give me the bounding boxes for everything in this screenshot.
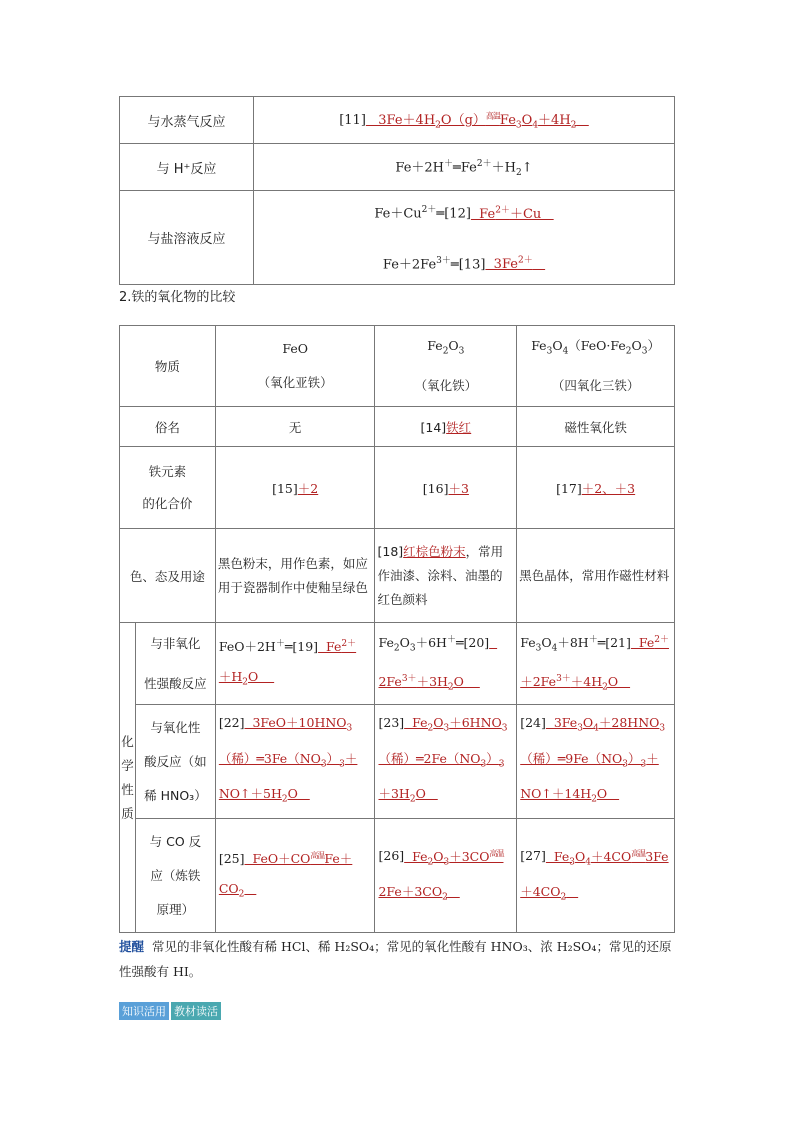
feo-co-reaction: [25] $FeO+CO^{高温}Fe+$ $CO_2$ xyxy=(215,819,375,933)
feo-oxidizing-reaction: [22] $3FeO+10HNO_3$ （稀）$═3Fe(NO_3)_3+$ $NO↑+5H_2O$ xyxy=(215,705,375,819)
tip-note xyxy=(119,934,679,984)
section-title: 2.铁的氧化物的比较 xyxy=(119,290,236,305)
salt-reaction-equations: $Fe+Cu^{2+}═[12]$ $Fe^{2+}+Cu$ $Fe+2Fe^{3+}═[13]$ $3Fe^{2+}$ xyxy=(254,191,675,285)
knowledge-badge: 知识活用 xyxy=(119,1002,169,1020)
nonoxidizing-acid-label: 与非氧化 性强酸反应 xyxy=(135,623,215,705)
co-reaction-label: 与 CO 反 应（炼铁 原理） xyxy=(135,819,215,933)
fe3o4-common-name: 磁性氧化铁 xyxy=(517,407,675,447)
fe3o4-co-reaction: [27] $Fe_3O_4+4CO^{高温}3Fe$ $+4CO_2$ xyxy=(517,819,675,933)
feo-common-name: 无 xyxy=(215,407,375,447)
fe3o4-nonoxidizing-reaction: $Fe_3O_4+8H^+═[21]$ $Fe^{2+}$ $+2Fe^{3+}+4H_2O$ xyxy=(517,623,675,705)
textbook-badge: 教材读活 xyxy=(171,1002,221,1020)
tip-text: 常见的非氧化性酸有稀 HCl、稀 H₂SO₄；常见的氧化性酸有 HNO₃、浓 H₂SO₄；常见的还原性强酸有 HI。 xyxy=(119,939,672,979)
fe2o3-nonoxidizing-reaction: $Fe_2O_3+6H^+═[20]$ $2Fe^{3+}+3H_2O$ xyxy=(375,623,517,705)
oxidizing-acid-label: 与氧化性 酸反应（如 稀 HNO₃） xyxy=(135,705,215,819)
fe3o4-oxidizing-reaction: [24] $3Fe_3O_4+28HNO_3$ （稀）$═9Fe(NO_3)_3+$ $NO↑+14H_2O$ xyxy=(517,705,675,819)
iron-reactions-table xyxy=(119,96,675,285)
substance-header: 物质 xyxy=(120,326,216,407)
section-badges xyxy=(119,1002,221,1020)
feo-appearance: 黑色粉末，用作色素，如应用于瓷器制作中使釉呈绿色 xyxy=(215,529,375,623)
tip-tag: 提醒 xyxy=(119,939,145,954)
fe3o4-appearance: 黑色晶体，常用作磁性材料 xyxy=(517,529,675,623)
fe2o3-appearance: [18]红棕色粉末，常用作油漆、涂料、油墨的红色颜料 xyxy=(375,529,517,623)
common-name-label: 俗名 xyxy=(120,407,216,447)
fe2o3-valence: [16]＋3 xyxy=(375,447,517,529)
feo-header: FeO （氧化亚铁） xyxy=(215,326,375,407)
valence-label: 铁元素 的化合价 xyxy=(120,447,216,529)
fe2o3-oxidizing-reaction: [23] $Fe_2O_3+6HNO_3$ （稀）$═2Fe(NO_3)_3$ $+3H_2O$ xyxy=(375,705,517,819)
chem-properties-label: 化学性质 xyxy=(120,623,136,933)
fe2o3-common-name: [14]铁红 xyxy=(375,407,517,447)
fe3o4-valence: [17]＋2、＋3 xyxy=(517,447,675,529)
fe2o3-co-reaction: [26] $Fe_2O_3+3CO^{高温}$ $2Fe+3CO_2$ xyxy=(375,819,517,933)
acid-reaction-equation: $Fe+2H^+═Fe^{2+}+H_2↑$ xyxy=(254,144,675,191)
iron-oxides-table xyxy=(119,325,675,933)
fe3o4-header: $Fe_3O_4(FeO\cdot Fe_2O_3)$ （四氧化三铁） xyxy=(517,326,675,407)
acid-reaction-label: 与 H⁺反应 xyxy=(120,144,254,191)
salt-reaction-label: 与盐溶液反应 xyxy=(120,191,254,285)
fe2o3-header: $Fe_2O_3$ （氧化铁） xyxy=(375,326,517,407)
steam-reaction-equation: [11] $3Fe+4H_2O(g)^{高温}Fe_3O_4+4H_2$ xyxy=(254,97,675,144)
steam-reaction-label: 与水蒸气反应 xyxy=(120,97,254,144)
feo-nonoxidizing-reaction: FeO＋2H＋═[19] $Fe^{2+}$ $+H_2O$ xyxy=(215,623,375,705)
appearance-label: 色、态及用途 xyxy=(120,529,216,623)
feo-valence: [15]＋2 xyxy=(215,447,375,529)
